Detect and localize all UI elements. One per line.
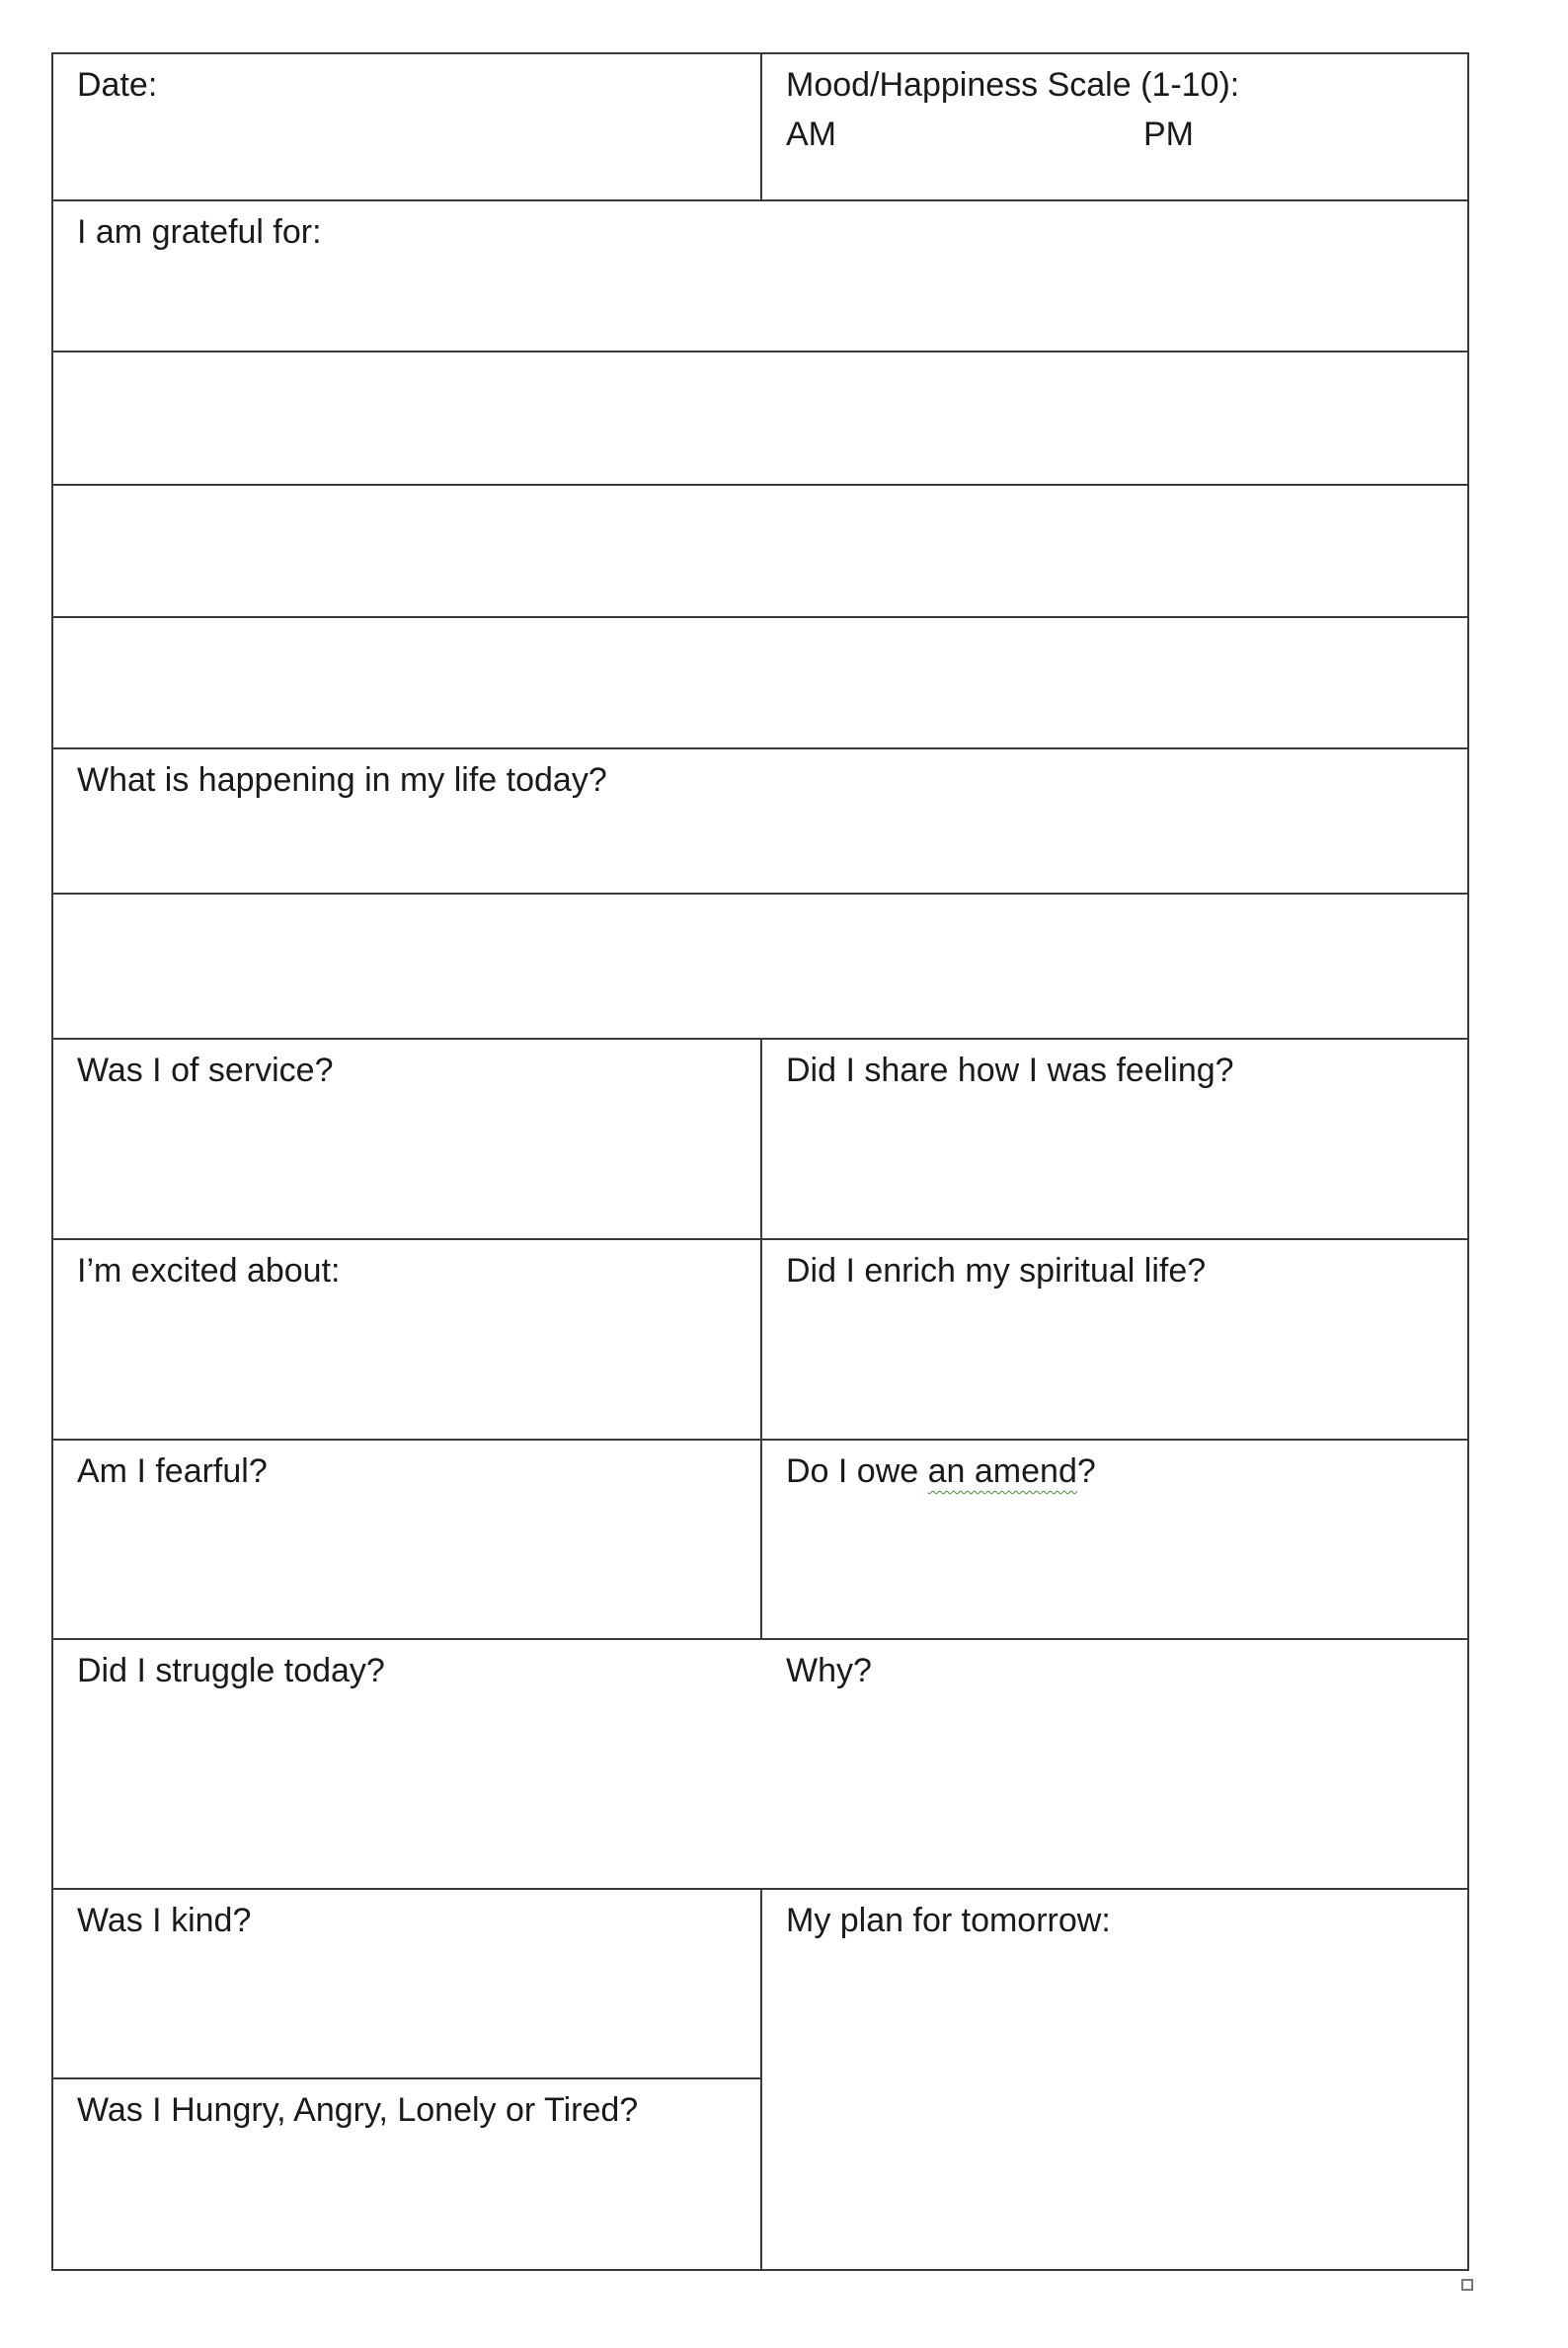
fearful-cell[interactable] — [53, 1441, 760, 1638]
grateful-label: I am grateful for: — [77, 213, 322, 251]
grateful-blank-row-1[interactable] — [53, 352, 1467, 484]
struggle-cell[interactable] — [53, 1640, 760, 1888]
kind-label: Was I kind? — [77, 1902, 252, 1939]
am-label: AM — [786, 116, 836, 153]
amend-suffix: ? — [1076, 1452, 1096, 1490]
excited-cell[interactable] — [53, 1240, 760, 1439]
why-label: Why? — [786, 1652, 872, 1689]
date-cell[interactable] — [53, 54, 760, 199]
happening-cell[interactable] — [53, 749, 1467, 893]
happening-label: What is happening in my life today? — [77, 761, 607, 799]
happening-blank-row[interactable] — [53, 895, 1467, 1038]
share-label: Did I share how I was feeling? — [786, 1052, 1234, 1089]
fearful-label: Am I fearful? — [77, 1452, 268, 1490]
mood-scale-label: Mood/Happiness Scale (1-10): — [786, 66, 1240, 104]
service-cell[interactable] — [53, 1040, 760, 1238]
amend-prefix: Do I owe — [786, 1452, 928, 1490]
plan-label: My plan for tomorrow: — [786, 1902, 1111, 1939]
grateful-cell[interactable] — [53, 201, 1467, 351]
share-cell[interactable] — [762, 1040, 1467, 1238]
spiritual-cell[interactable] — [762, 1240, 1467, 1439]
struggle-label: Did I struggle today? — [77, 1652, 385, 1689]
mood-cell[interactable] — [762, 54, 1467, 199]
halt-label: Was I Hungry, Angry, Lonely or Tired? — [77, 2091, 639, 2129]
spiritual-label: Did I enrich my spiritual life? — [786, 1252, 1207, 1290]
table-resize-handle[interactable] — [1461, 2279, 1473, 2291]
pm-label: PM — [1143, 116, 1194, 153]
kind-cell[interactable] — [53, 1890, 760, 2077]
why-cell[interactable] — [762, 1640, 1467, 1888]
excited-label: I’m excited about: — [77, 1252, 341, 1290]
plan-cell[interactable] — [762, 1890, 1467, 2269]
halt-cell[interactable] — [53, 2079, 760, 2269]
amend-word: an amend — [927, 1452, 1077, 1490]
service-label: Was I of service? — [77, 1052, 334, 1089]
table-border-right — [1467, 52, 1469, 2271]
amend-label — [786, 1447, 1444, 1496]
grateful-blank-row-2[interactable] — [53, 486, 1467, 616]
amend-cell[interactable] — [762, 1441, 1467, 1638]
grateful-blank-row-3[interactable] — [53, 618, 1467, 747]
date-label: Date: — [77, 66, 158, 104]
